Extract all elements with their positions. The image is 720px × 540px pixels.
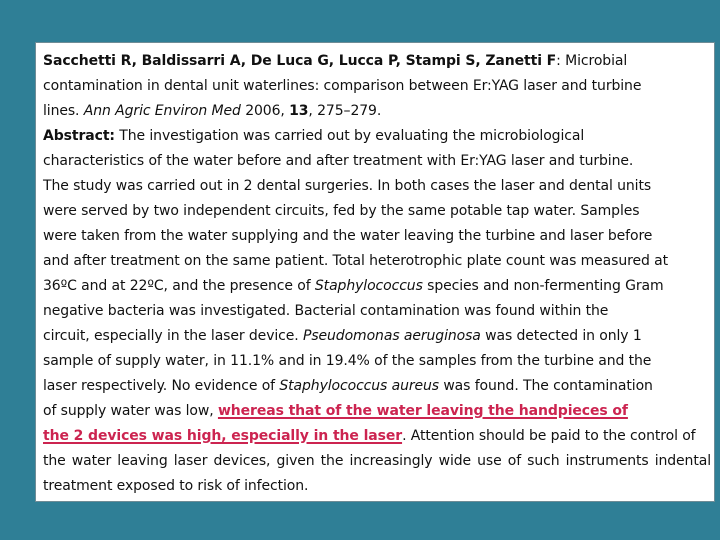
abstract-line-3 (43, 174, 711, 199)
citation-authors: Sacchetti R, Baldissarri A, De Luca G, Lucca P, Stampi S, Zanetti F (43, 53, 557, 69)
abstract-text-13b: . Attention should be paid to the control of (402, 428, 696, 444)
abstract-text-9-italic: Pseudomonas aeruginosa (302, 328, 481, 344)
abstract-text-2: characteristics of the water before and after treatment with Er:YAG laser and turbine. (43, 153, 634, 169)
abstract-line-13 (43, 424, 711, 449)
abstract-line-8 (43, 299, 711, 324)
abstract-text-7a: 36ºC and at 22ºC, and the presence of (43, 278, 315, 294)
abstract-text-11-italic: Staphylococcus aureus (279, 378, 439, 394)
abstract-text-9a: circuit, especially in the laser device. (43, 328, 303, 344)
citation-line-2 (43, 74, 711, 99)
abstract-line-7 (43, 274, 711, 299)
abstract-text-5: were taken from the water supplying and the water leaving the turbine and laser before (43, 228, 653, 244)
abstract-card (35, 42, 715, 502)
abstract-text-11a: laser respectively. No evidence of (43, 378, 280, 394)
abstract-text-3: The study was carried out in 2 dental surgeries. In both cases the laser and dental units (43, 178, 652, 194)
abstract-line-15 (43, 474, 711, 499)
citation-pages: , 275–279. (308, 103, 382, 119)
abstract-text-10: sample of supply water, in 11.1% and in 19.4% of the samples from the turbine and the (43, 353, 652, 369)
citation-title-3: lines. (43, 103, 80, 119)
citation-year: 2006, (240, 103, 290, 119)
abstract-line-5 (43, 224, 711, 249)
abstract-label: Abstract: (43, 128, 115, 144)
abstract-line-11 (43, 374, 711, 399)
abstract-line-1 (43, 124, 711, 149)
abstract-text-12a: of supply water was low, (43, 403, 218, 419)
abstract-text-8: negative bacteria was investigated. Bacterial contamination was found within the (43, 303, 609, 319)
abstract-line-9 (43, 324, 711, 349)
abstract-text-11b: was found. The contamination (438, 378, 653, 394)
abstract-text-4: were served by two independent circuits, fed by the same potable tap water. Samples (43, 203, 640, 219)
abstract-text-14: the water leaving laser devices, given the increasingly wide use of such instruments indental (43, 453, 711, 469)
abstract-text-7-italic: Staphylococcus (314, 278, 423, 294)
citation-title-1: Microbial (565, 53, 628, 69)
abstract-text-7b: species and non-fermenting Gram (422, 278, 664, 294)
abstract-text-1: The investigation was carried out by evaluating the microbiological (114, 128, 585, 144)
abstract-text-9b: was detected in only 1 (480, 328, 642, 344)
citation-line-3 (43, 99, 711, 124)
abstract-text-6: and after treatment on the same patient. Total heterotrophic plate count was measured at (43, 253, 668, 269)
abstract-text (43, 49, 711, 499)
citation-line-1 (43, 49, 711, 74)
citation-volume: 13 (289, 103, 309, 119)
abstract-line-4 (43, 199, 711, 224)
abstract-line-10 (43, 349, 711, 374)
abstract-line-14 (43, 449, 711, 474)
citation-separator: : (556, 53, 566, 69)
abstract-text-15: treatment exposed to risk of infection. (43, 478, 309, 494)
highlighted-text-1: whereas that of the water leaving the handpieces of (217, 403, 628, 419)
citation-title-2: contamination in dental unit waterlines: comparison between Er:YAG laser and turbine (43, 78, 642, 94)
highlighted-text-2: the 2 devices was high, especially in the laser (43, 428, 403, 444)
abstract-line-12 (43, 399, 711, 424)
abstract-line-2 (43, 149, 711, 174)
abstract-line-6 (43, 249, 711, 274)
citation-journal: Ann Agric Environ Med (83, 103, 241, 119)
